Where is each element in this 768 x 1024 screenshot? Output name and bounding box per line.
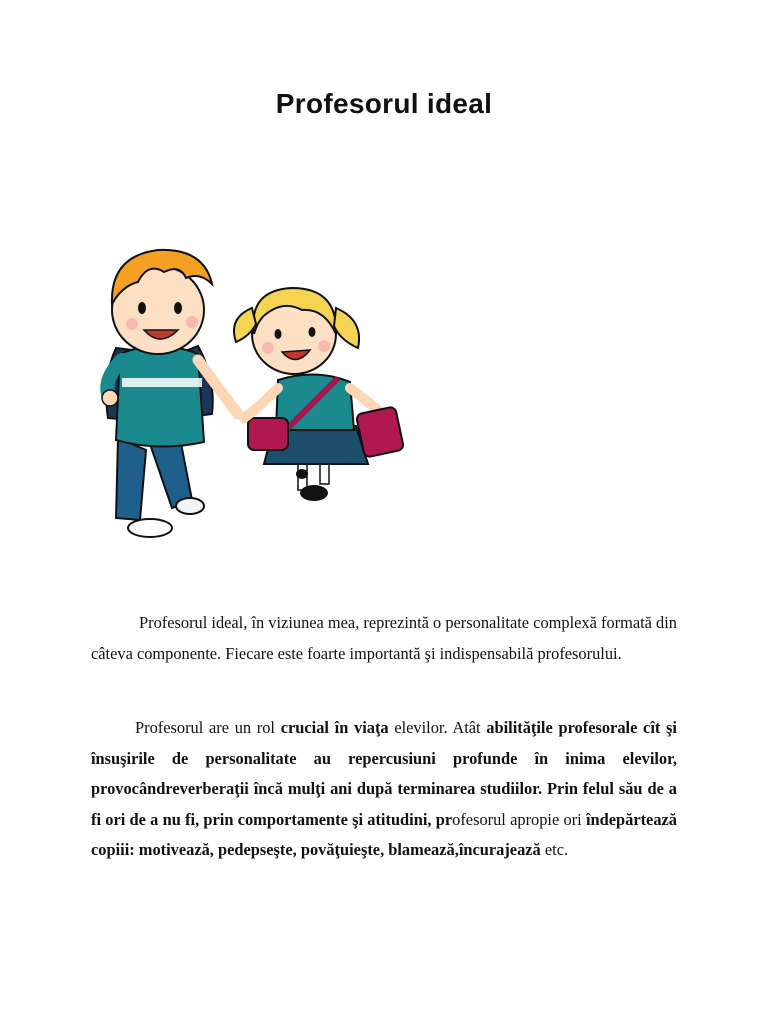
p2-bold4: îndepărtează copiii: motivează, pedepseşte, povăţuieşte, blamează,încurajează [91,809,677,859]
p2-seg1: Profesorul are un rol [135,718,281,737]
paragraph-role [91,713,677,866]
p2-bold3: pr [435,809,453,829]
p2-bold1: crucial în viaţa [280,718,389,737]
page-title: Profesorul ideal [275,88,493,119]
p2-seg2: elevilor. Atât [388,718,487,737]
children-illustration [88,238,413,548]
p2-seg5: etc. [540,840,569,859]
boy-figure [102,250,238,537]
p2-bold2: abilităţile profesorale cît şi însuşirile de personalitate au repercusiuni profunde în inima elevilor, provocândreverberaţii încă mulţi ani după terminarea studiilor. Prin felul său de a fi ori de a nu fi, prin comportamente şi atitudini, [91,718,677,829]
girl-figure [234,288,404,501]
paragraph-intro-text: Profesorul ideal, în viziunea mea, reprezintă o personalitate complexă formată din câteva componente. Fiecare este foarte importantă şi indispensabilă profesorului. [91,613,677,663]
paragraph-intro [91,608,677,669]
p2-seg4: ofesorul apropie ori [452,809,586,829]
